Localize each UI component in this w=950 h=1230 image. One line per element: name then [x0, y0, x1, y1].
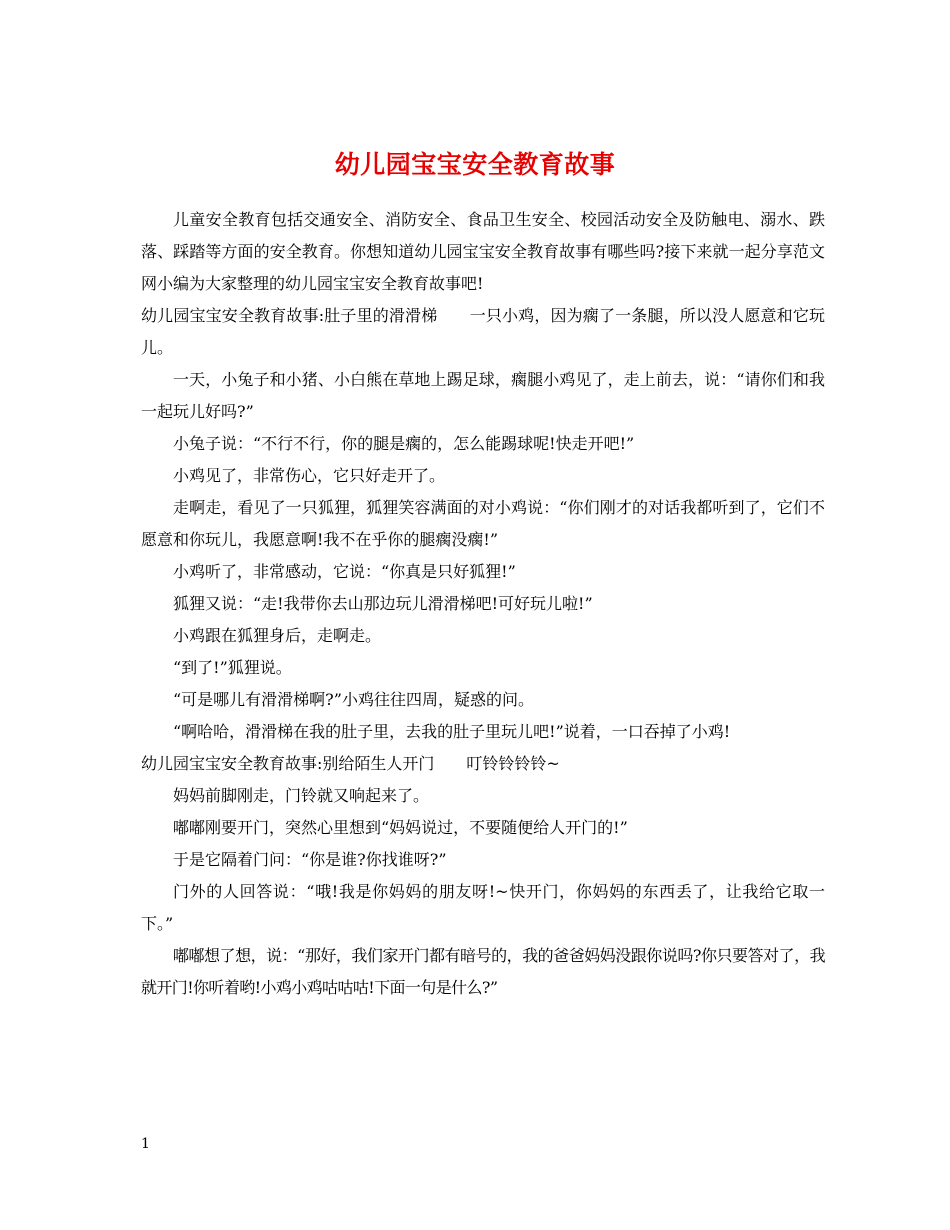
paragraph-intro: 儿童安全教育包括交通安全、消防安全、食品卫生安全、校园活动安全及防触电、溺水、跌落、踩踏等方面的安全教育。你想知道幼儿园宝宝安全教育故事有哪些吗?接下来就一起分享范文网小编为大家整理的幼儿园宝宝安全教育故事吧! [141, 210, 825, 293]
paragraph-story1-heading: 幼儿园宝宝安全教育故事:肚子里的滑滑梯 一只小鸡，因为瘸了一条腿，所以没人愿意和它玩儿。 [141, 306, 825, 357]
paragraph: 门外的人回答说：“哦!我是你妈妈的朋友呀!~快开门，你妈妈的东西丢了，让我给它取一下。” [141, 882, 825, 933]
paragraph: 走啊走，看见了一只狐狸，狐狸笑容满面的对小鸡说：“你们刚才的对话我都听到了，它们不愿意和你玩儿，我愿意啊!我不在乎你的腿瘸没瘸!” [141, 498, 825, 549]
paragraph: 小鸡跟在狐狸身后，走啊走。 [173, 626, 382, 645]
page-title: 幼儿园宝宝安全教育故事 [334, 149, 616, 179]
page-number: 1 [141, 1136, 150, 1152]
paragraph: 小鸡听了，非常感动，它说：“你真是只好狐狸!” [173, 562, 516, 581]
paragraph: 嘟嘟刚要开门，突然心里想到“妈妈说过，不要随便给人开门的!” [173, 818, 628, 837]
paragraph: “到了!”狐狸说。 [173, 658, 292, 677]
paragraph: 于是它隔着门问：“你是谁?你找谁呀?” [173, 850, 447, 869]
paragraph-story2-heading: 幼儿园宝宝安全教育故事:别给陌生人开门 叮铃铃铃铃~ [141, 754, 560, 773]
paragraph: “啊哈哈，滑滑梯在我的肚子里，去我的肚子里玩儿吧!”说着，一口吞掉了小鸡! [173, 722, 731, 741]
document-body [141, 204, 825, 1004]
paragraph: 狐狸又说：“走!我带你去山那边玩儿滑滑梯吧!可好玩儿啦!” [173, 594, 593, 613]
paragraph: 妈妈前脚刚走，门铃就又响起来了。 [173, 786, 430, 805]
paragraph: 小兔子说：“不行不行，你的腿是瘸的，怎么能踢球呢!快走开吧!” [173, 434, 635, 453]
paragraph: 小鸡见了，非常伤心，它只好走开了。 [173, 466, 446, 485]
paragraph: 一天，小兔子和小猪、小白熊在草地上踢足球，瘸腿小鸡见了，走上前去，说：“请你们和我一起玩儿好吗?” [141, 370, 825, 421]
paragraph: 嘟嘟想了想，说：“那好，我们家开门都有暗号的，我的爸爸妈妈没跟你说吗?你只要答对了，我就开门!你听着哟!小鸡小鸡咕咕咕!下面一句是什么?” [141, 946, 825, 997]
paragraph: “可是哪儿有滑滑梯啊?”小鸡往往四周，疑惑的问。 [173, 690, 534, 709]
